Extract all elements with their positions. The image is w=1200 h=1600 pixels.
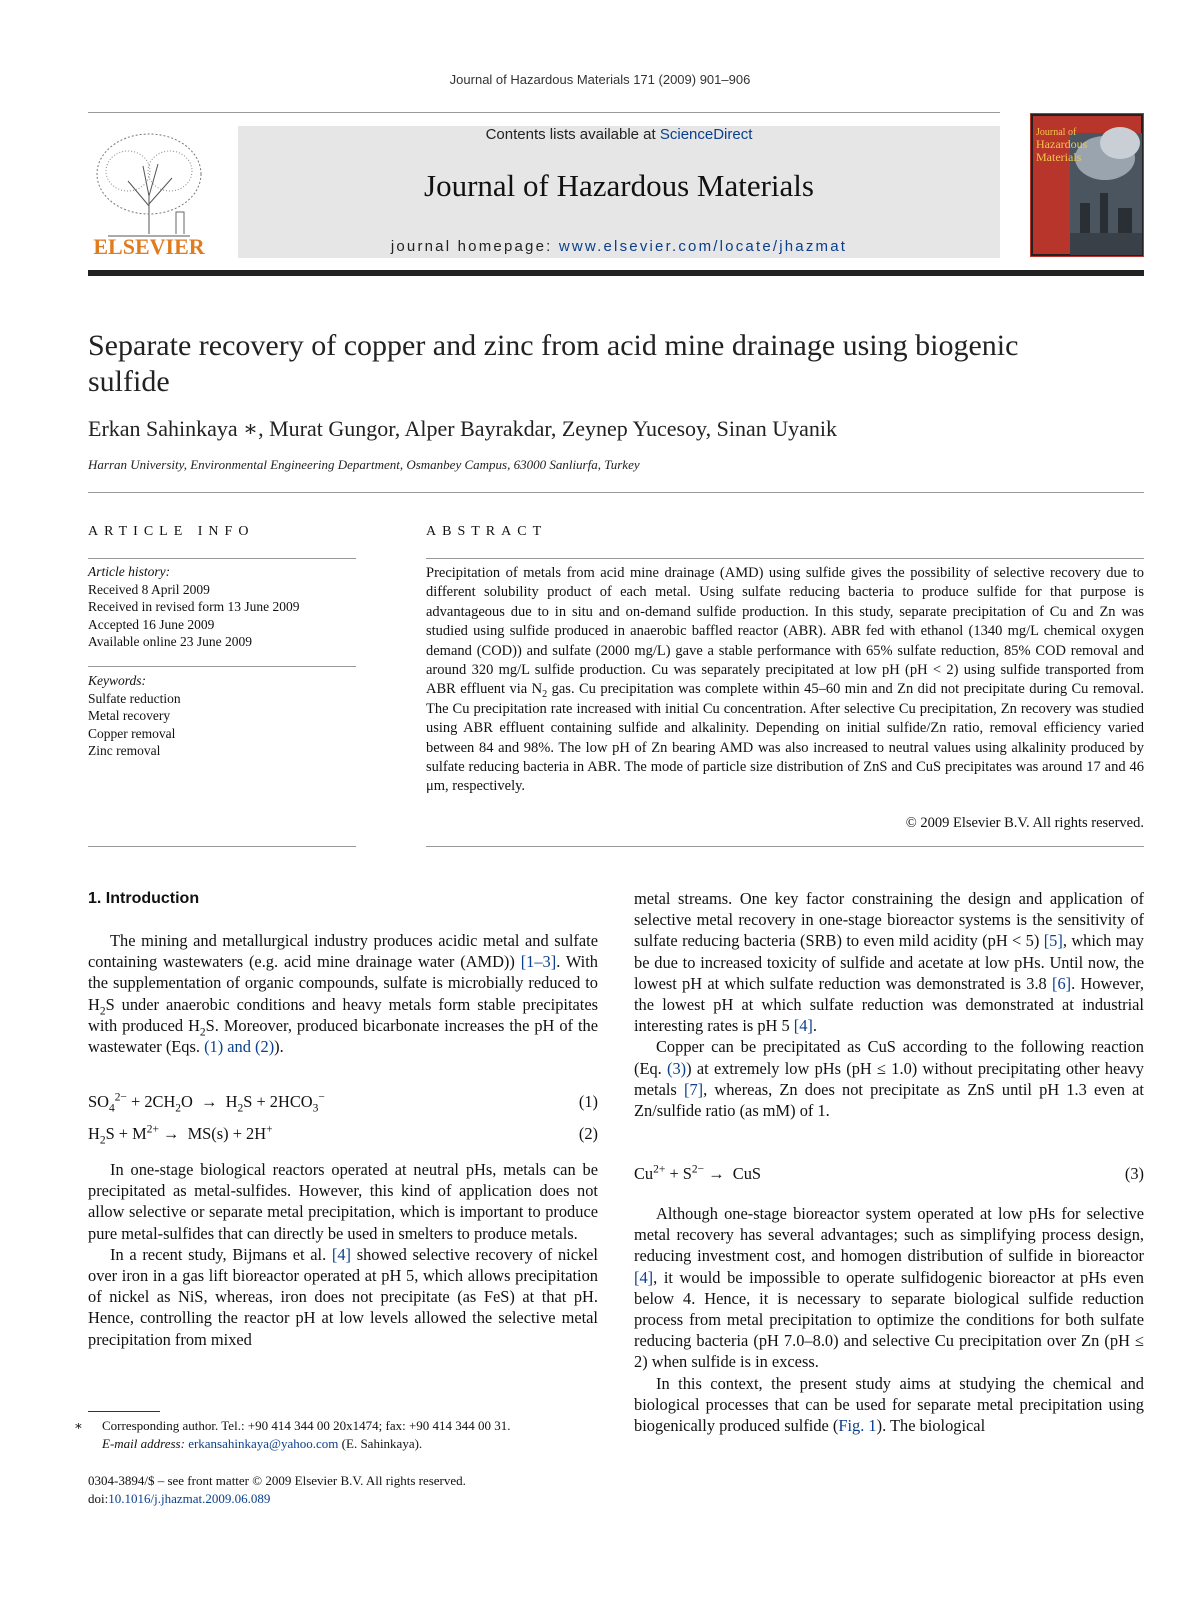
journal-cover-image [1030,113,1144,257]
article-info-bottom-rule [88,846,356,847]
email-suffix: (E. Sahinkaya). [338,1435,423,1451]
keyword-item: Metal recovery [88,708,171,723]
article-affiliation: Harran University, Environmental Engineering Department, Osmanbey Campus, 63000 Sanliurfa, Turkey [88,457,640,472]
article-title: Separate recovery of copper and zinc from acid mine drainage using biogenic sulfide [88,329,1019,398]
title-rule [88,492,1144,493]
article-history [88,563,299,651]
elsevier-logo [88,126,210,261]
article-authors: Erkan Sahinkaya ∗, Murat Gungor, Alper Bayrakdar, Zeynep Yucesoy, Sinan Uyanik [88,416,837,441]
doi-line [88,1490,270,1508]
equation-1: $SO_4^{2-} + 2CH_2O \to H_2S + 2HCO_3^-$ [88,1091,325,1115]
keywords-label: Keywords: [88,673,146,688]
header-rule [88,112,1000,113]
abstract-rule [426,558,1144,559]
keyword-item: Zinc removal [88,743,161,758]
equation-2-number: (2) [578,1124,598,1143]
history-item: Received in revised form 13 June 2009 [88,599,300,614]
history-label: Article history: [88,564,171,579]
history-item: Available online 23 June 2009 [88,634,252,649]
article-info-heading: ARTICLE INFO [88,524,255,539]
issn-line: 0304-3894/$ – see front matter © 2009 Elsevier B.V. All rights reserved. [88,1473,466,1488]
email-label: E-mail address: [102,1435,189,1451]
svg-text:Materials: Materials [1036,150,1082,164]
journal-title: Journal of Hazardous Materials [424,168,814,203]
email-link[interactable]: erkansahinkaya@yahoo.com [188,1435,339,1451]
corresponding-author-footnote: ∗ Corresponding author. Tel.: +90 414 344 00 20x1474; fax: +90 414 344 00 31. E-mail address: erkansahinkaya@yahoo.com (E. Sahinkaya). [74,1418,511,1451]
abstract-heading: ABSTRACT [426,524,548,539]
journal-citation: Journal of Hazardous Materials 171 (2009) 901–906 [449,72,751,87]
keywords-rule [88,666,356,667]
section-heading-introduction: 1. Introduction [88,890,200,907]
intro-paragraph-1: The mining and metallurgical industry produces acidic metal and sulfate containing wastewaters (e.g. acid mine drainage water (AMD)) [1–3]. With the supplementation of organic compounds, sulfate is microbially reduced to $H_2S$ under anaerobic conditions and heavy metals form stable precipitates with produced $H_2S$. Moreover, produced bicarbonate increases the pH of the wastewater (Eqs. (1) and (2)). [88,931,598,1057]
doi-label: doi: [88,1491,109,1506]
contents-prefix: Contents lists available at [485,126,660,143]
equation-3-number: (3) [1124,1164,1144,1183]
abstract-text: Precipitation of metals from acid mine drainage (AMD) using sulfide gives the possibility of selective recovery due to different solubility product of each metal. Using sulfate reducing bacteria to produce sulfide for that purpose is advantageous due to in situ and on-demand sulfide production. In this study, separate precipitation of Cu and Zn was studied using sulfide produced in anaerobic baffled reactor (ABR). ABR fed with ethanol (1340 mg/L chemical oxygen demand (COD)) and sulfate (2000 mg/L) gave a stable performance with 65% sulfate reduction, 85% COD removal and around 320 mg/L sulfide production. Cu was separately precipitated at low pH (pH < 2) using sulfide transported from ABR effluent via $N_2$ gas. Cu precipitation was complete within 45–60 min and Zn did not precipitate during Cu removal. The Cu precipitation rate increased with initial Cu concentration. After selective Cu precipitation, Zn recovery was studied using ABR effluent containing sulfide and alkalinity. Depending on initial sulfide/Zn ratio, removal efficiency varied between 84 and 98%. The low pH of Zn bearing AMD was also increased to neutral values using alkalinity produced by sulfate reducing bacteria in ABR. The mode of particle size distribution of ZnS and CuS precipitates was around 17 and 46 μm, respectively. [426,565,1144,795]
corresponding-text: Corresponding author. Tel.: +90 414 344 00 20x1474; fax: +90 414 344 00 31. [102,1418,511,1433]
abstract-bottom-rule [426,846,1144,847]
footnote-rule [88,1411,160,1412]
intro-paragraph-2: In one-stage biological reactors operated at neutral pHs, metals can be precipitated as metal-sulfides. However, this kind of application does not allow selective or separate metal precipitation, which is important to produce pure metal-sulfides that can directly be used in smelters to produce metals. In a recent study, Bijmans et al. [4] showed selective recovery of nickel over iron in a gas lift bioreactor operated at pH 5, which allows precipitation of nickel as NiS, whereas, iron does not precipitate (as FeS) at that pH. Hence, controlling the reactor pH at low levels allowed the selective metal precipitation from mixed [88,1160,598,1349]
keywords-block [88,672,181,760]
right-column-paragraph-1: metal streams. One key factor constraining the design and application of selective metal recovery in one-stage bioreactor systems is the sensitivity of sulfate reducing bacteria (SRB) to even mild acidity (pH < 5) [5], which may be due to increased toxicity of sulfide and acetate at low pHs. Until now, the lowest pH at which sulfate reduction was demonstrated is 3.8 [6]. However, the lowest pH at which sulfate reduction was demonstrated at industrial interesting rates is pH 5 [4]. Copper can be precipitated as CuS according to the following reaction (Eq. (3)) at extremely low pHs (pH ≤ 1.0) without precipitating other heavy metals [7], whereas, Zn does not precipitate as ZnS until pH 1.3 even at Zn/sulfide ratio (as mM) of 1. [634,889,1144,1121]
history-item: Received 8 April 2009 [88,581,210,597]
right-column-paragraph-2: Although one-stage bioreactor system operated at low pHs for selective metal recovery has several advantages; such as simplifying process design, reducing investment cost, and homogen distribution of sulfide in bioreactor [4], it would be impossible to operate sulfidogenic bioreactor at pHs even below 4. Hence, it is necessary to separate biological sulfide reduction process from metal precipitation to optimize the conditions for both sulfate reducing bacteria (pH 7.0–8.0) and selective Cu precipitation over Zn (pH ≤ 2) when sulfide is in excess. In this context, the present study aims at studying the chemical and biological processes that can be used for separate metal precipitation using biogenically produced sulfide (Fig. 1). The biological [634,1204,1144,1436]
history-item: Accepted 16 June 2009 [88,616,215,632]
equation-3: $Cu^{2+} + S^{2-}$ → CuS [634,1163,762,1183]
abstract-copyright: © 2009 Elsevier B.V. All rights reserved. [905,815,1144,831]
keyword-item: Sulfate reduction [88,690,181,706]
header-thick-rule [88,270,1144,276]
homepage-link[interactable]: www.elsevier.com/locate/jhazmat [558,238,848,255]
journal-homepage [238,238,1000,255]
elsevier-logo-text: ELSEVIER [93,234,205,259]
journal-banner [238,126,1000,258]
article-info-rule [88,558,356,559]
homepage-prefix: journal homepage: [390,238,559,255]
equation-1-number: (1) [578,1092,598,1111]
contents-line [238,126,1000,143]
keyword-item: Copper removal [88,725,176,741]
equation-2: $H_2S + M^{2+} \to MS(s) + 2H^+$ [88,1123,273,1147]
cover-title-text: Journal of [1036,127,1077,138]
sciencedirect-link[interactable]: ScienceDirect [659,126,753,143]
svg-text:Hazardous: Hazardous [1036,137,1088,151]
doi-link[interactable]: 10.1016/j.jhazmat.2009.06.089 [108,1491,271,1506]
